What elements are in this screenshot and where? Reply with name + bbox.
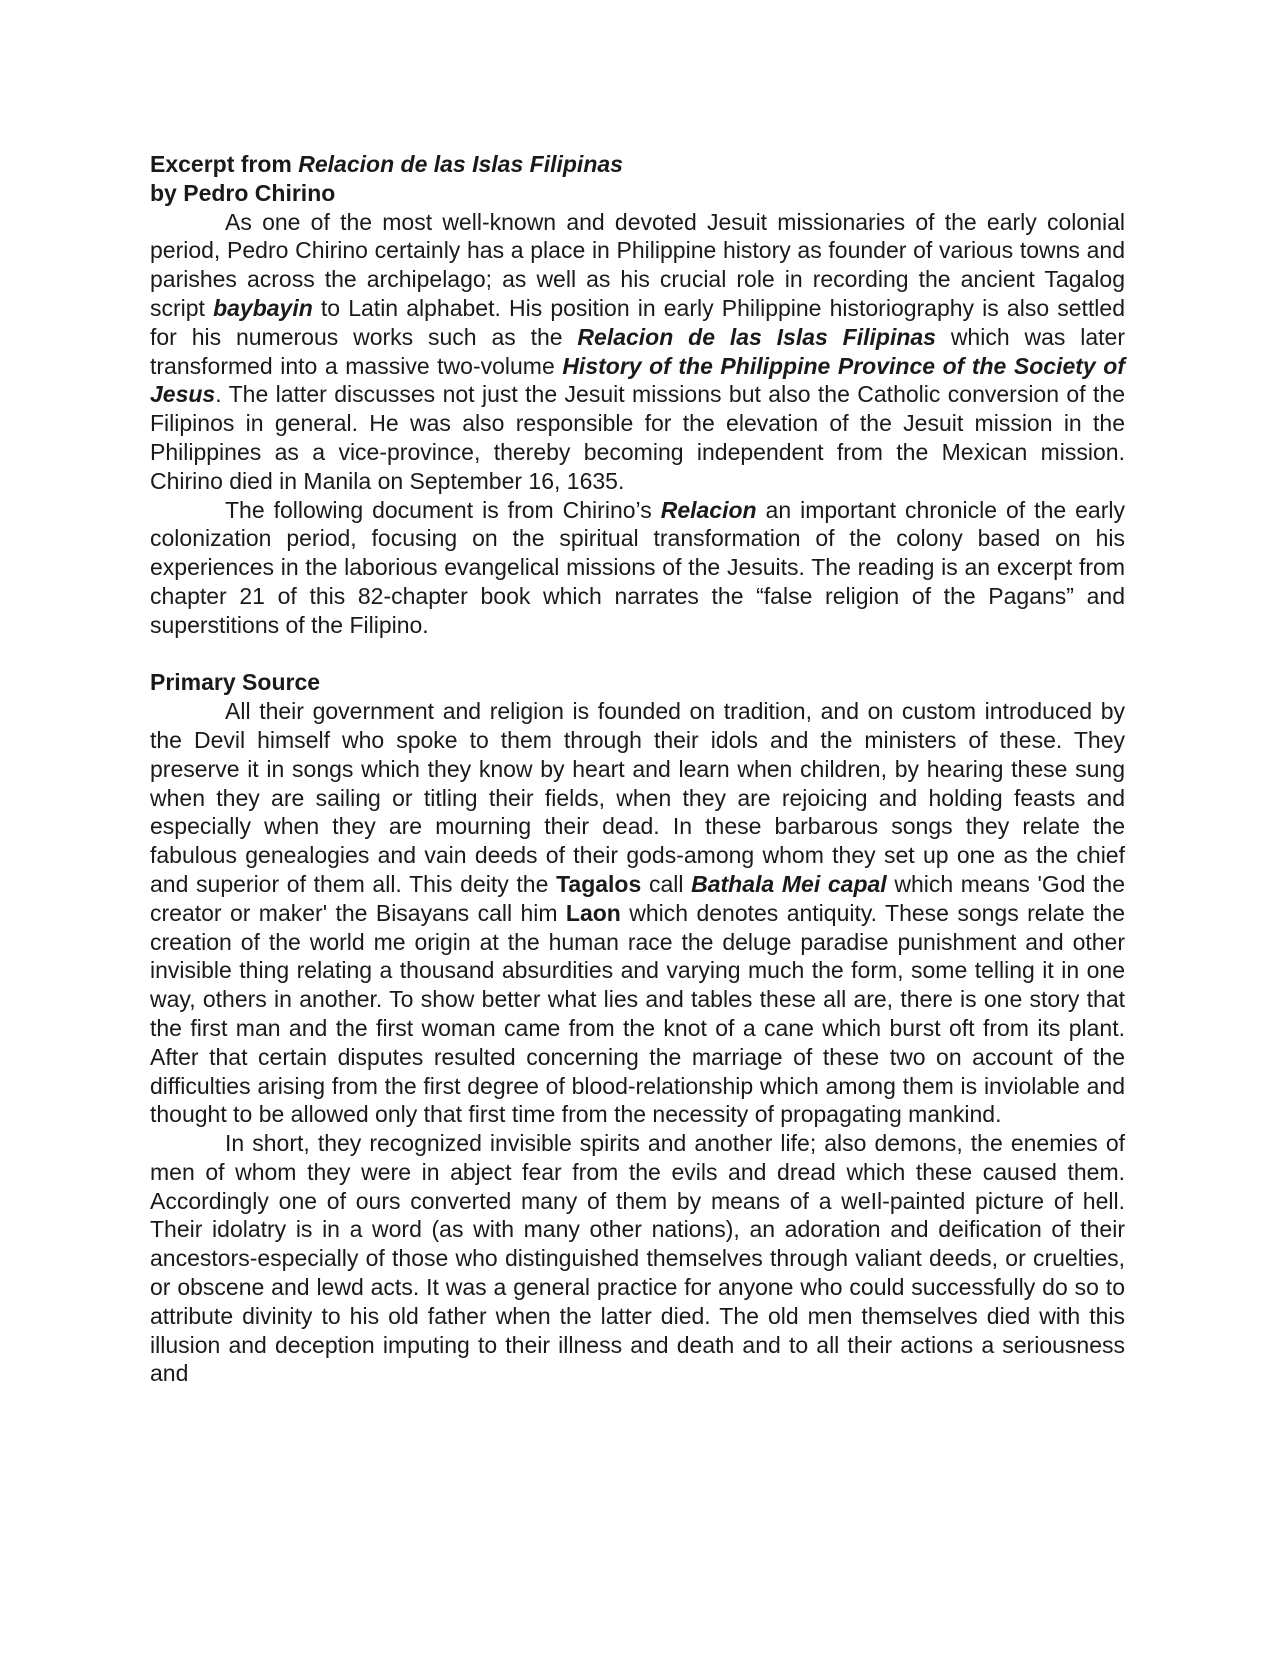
- intro-paragraph-2: [150, 496, 1125, 640]
- ps-p1-text-c: which means 'God the creator or maker' the Bisayans call him: [150, 870, 1125, 926]
- ps-p1-text-b: call: [641, 870, 692, 897]
- intro-p2-text-a: The following document is from Chirino’s: [225, 496, 661, 523]
- ps-p1-text-a: All their government and religion is founded on tradition, and on custom introduced by the Devil himself who spoke to them through their idols and the ministers of these. They preserve it in songs which they know by heart and learn when children, by hearing these sung when they are sailing or titling their fields, when they are rejoicing and holding feasts and especially when they are mourning their dead. In these barbarous songs they relate the fabulous genealogies and vain deeds of their gods-among whom they set up one as the chief and superior of them all. This deity the: [150, 698, 1125, 897]
- document-page: [150, 150, 1125, 1388]
- intro-paragraph-1: [150, 208, 1125, 496]
- intro-p1-text-c: which was later transformed into a massive two-volume: [150, 323, 1125, 379]
- intro-p2-text-b: an important chronicle of the early colonization period, focusing on the spiritual transformation of the colony based on his experiences in the laborious evangelical missions of the Jesuits. The reading is an excerpt from chapter 21 of this 82-chapter book which narrates the “false religion of the Pagans” and superstitions of the Filipino.: [150, 496, 1125, 638]
- term-tagalos: Tagalos: [556, 870, 642, 897]
- title-prefix: Excerpt from: [150, 151, 299, 177]
- term-laon: Laon: [565, 899, 621, 926]
- term-bathala: Bathala Mei capal: [691, 870, 887, 897]
- intro-p1-text-d: . The latter discusses not just the Jesuit missions but also the Catholic conversion of the Filipinos in general. He was also responsible for the elevation of the Jesuit mission in the Philippines as a vice-province, thereby becoming independent from the Mexican mission. Chirino died in Manila on September 16, 1635.: [150, 381, 1125, 494]
- term-baybayin: baybayin: [213, 294, 313, 321]
- section-spacer: [150, 640, 1125, 669]
- ps-p1-text-d: which denotes antiquity. These songs relate the creation of the world me origin at the human race the deluge paradise punishment and other invisible thing relating a thousand absurdities and varying much the form, some telling it in one way, others in another. To show better what lies and tables these all are, there is one story that the first man and the first woman came from the knot of a cane which burst oft from its plant. After that certain disputes resulted concerning the marriage of these two on account of the difficulties arising from the first degree of blood-relationship which among them is inviolable and thought to be allowed only that first time from the necessity of propagating mankind.: [150, 899, 1125, 1128]
- term-history-title: History of the Philippine Province of the Society of Jesus: [150, 352, 1125, 408]
- term-relacion: Relacion: [660, 496, 757, 523]
- primary-source-paragraph-2: In short, they recognized invisible spirits and another life; also demons, the enemies of men of whom they were in abject fear from the evils and dread which these caused them. Accordingly one of ours converted many of them by means of a weIl-painted picture of hell. Their idolatry is in a word (as with many other nations), an adoration and deification of their ancestors-especially of those who distinguished themselves through valiant deeds, or cruelties, or obscene and lewd acts. It was a general practice for anyone who could successfully do so to attribute divinity to his old father when the latter died. The old men themselves died with this illusion and deception imputing to their illness and death and to all their actions a seriousness and: [150, 1130, 1125, 1387]
- term-relacion-title: Relacion de las Islas Filipinas: [577, 323, 936, 350]
- title-work: Relacion de las Islas Filipinas: [298, 151, 623, 177]
- intro-p1-text-b: to Latin alphabet. His position in early Philippine historiography is also settled for his numerous works such as the: [150, 294, 1125, 350]
- primary-source-paragraph-1: [150, 697, 1125, 1129]
- primary-source-heading: Primary Source: [150, 669, 321, 696]
- intro-p1-text-a: As one of the most well-known and devoted Jesuit missionaries of the early colonial period, Pedro Chirino certainly has a place in Philippine history as founder of various towns and parishes across the archipelago; as well as his crucial role in recording the ancient Tagalog script: [150, 208, 1125, 321]
- document-title: [150, 150, 1125, 179]
- document-byline: by Pedro Chirino: [150, 179, 336, 206]
